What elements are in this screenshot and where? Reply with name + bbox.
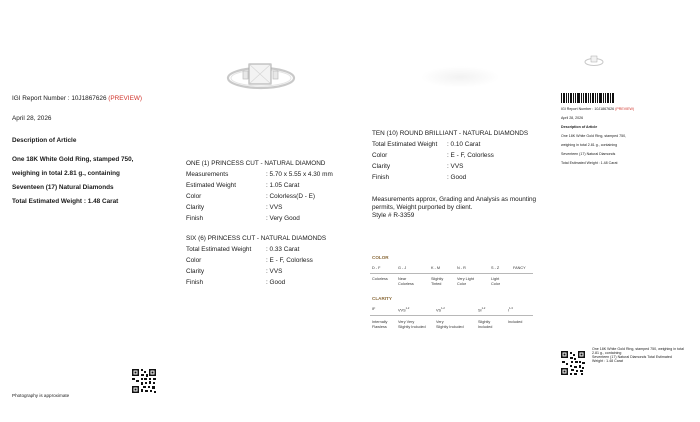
- side-princess-row: [186, 257, 313, 265]
- report-number-line: [12, 95, 142, 103]
- color-description: Light Color: [491, 277, 501, 286]
- barcode: [561, 93, 615, 103]
- report-date: April 28, 2026: [12, 115, 52, 122]
- report-number: 10J1867626: [71, 95, 107, 102]
- center-stone-row: [186, 215, 300, 223]
- field-label: Finish: [372, 174, 390, 181]
- description-title: Description of Article: [12, 137, 77, 144]
- field-label: Color: [186, 193, 202, 200]
- field-value: : E - F, Colorless: [447, 152, 494, 159]
- watermark: [420, 66, 500, 88]
- measurement-note: permits, Weight purported by client.: [372, 204, 473, 211]
- description-line: weighing in total 2.81 g., containing: [12, 170, 120, 177]
- mini-report-number: 10J1867626: [594, 107, 615, 111]
- total-weight: Total Estimated Weight : 1.48 Carat: [12, 198, 119, 205]
- mini-bottom-line: 2.81 g., containing: [592, 351, 622, 355]
- clarity-description: Internally Flawless: [372, 320, 388, 329]
- mini-bottom-line: Weight : 1.48 Carat: [592, 359, 623, 363]
- side-princess-row: [186, 268, 282, 276]
- round-brilliant-row: [372, 163, 463, 171]
- measurement-note: Measurements approx, Grading and Analysis as mounting: [372, 196, 537, 203]
- clarity-grade: SI$^{1-2}$: [478, 307, 486, 313]
- field-label: Finish: [186, 279, 204, 286]
- color-grade: K - M: [431, 266, 441, 270]
- color-description: Very Light Color: [457, 277, 474, 286]
- field-label: Clarity: [186, 204, 205, 211]
- preview-label: (PREVIEW): [108, 95, 143, 102]
- round-brilliant-row: [372, 174, 466, 182]
- clarity-description: Slightly Included: [478, 320, 493, 329]
- field-label: Clarity: [372, 163, 391, 170]
- field-label: Clarity: [186, 268, 205, 275]
- field-value: : VVS: [447, 163, 464, 170]
- color-description: Colorless: [372, 277, 388, 281]
- description-line: Seventeen (17) Natural Diamonds: [12, 184, 114, 191]
- center-stone-heading: ONE (1) PRINCESS CUT - NATURAL DIAMOND: [186, 160, 326, 167]
- mini-line: weighing in total 2.81 g., containing: [561, 143, 618, 147]
- mini-report-label: IGI Report Number :: [561, 107, 595, 111]
- field-value: : VVS: [266, 204, 283, 211]
- scale-divider: [370, 315, 533, 316]
- field-value: : VVS: [266, 268, 283, 275]
- clarity-description: Very Slightly Included: [436, 320, 464, 329]
- field-label: Total Estimated Weight: [186, 246, 252, 253]
- mini-bottom-line: Seventeen (17) Natural Diamonds Total Estimated: [592, 355, 672, 359]
- mini-preview-label: (PREVIEW): [615, 107, 635, 111]
- scale-divider: [370, 273, 533, 274]
- center-stone-row: [186, 171, 333, 179]
- color-grade: G - J: [398, 266, 407, 270]
- field-value: : 5.70 x 5.55 x 4.30 mm: [266, 171, 333, 178]
- field-label: Color: [186, 257, 202, 264]
- clarity-grade: $I^{1-3}$: [508, 307, 513, 313]
- mini-qr-code: [560, 350, 586, 376]
- side-princess-heading: SIX (6) PRINCESS CUT - NATURAL DIAMONDS: [186, 235, 327, 242]
- field-label: Finish: [186, 215, 204, 222]
- field-value: : 0.33 Carat: [266, 246, 300, 253]
- mini-report-number-line: [561, 107, 634, 112]
- side-princess-row: [186, 246, 299, 254]
- style-number: Style # R-3359: [372, 212, 415, 219]
- color-scale-title: COLOR: [372, 255, 389, 260]
- mini-line: One 18K White Gold Ring, stamped 750,: [561, 134, 627, 138]
- center-stone-row: [186, 204, 282, 212]
- color-grade: S - Z: [491, 266, 500, 270]
- mini-line: Total Estimated Weight : 1.48 Carat: [561, 161, 618, 165]
- field-value: : Very Good: [266, 215, 300, 222]
- round-brilliant-row: [372, 152, 494, 160]
- photo-note: Photography is approximate: [12, 393, 70, 398]
- clarity-description: Very Very Slightly Included: [398, 320, 426, 329]
- ring-photo: [222, 58, 300, 94]
- field-value: : Good: [447, 174, 467, 181]
- clarity-scale-title: CLARITY: [372, 296, 392, 301]
- description-line: One 18K White Gold Ring, stamped 750,: [12, 156, 134, 163]
- mini-bottom-line: One 18K White Gold Ring, stamped 750, weighing in total: [592, 347, 684, 351]
- clarity-grade: VVS$^{1-2}$: [398, 307, 410, 313]
- mini-line: Seventeen (17) Natural Diamonds: [561, 152, 616, 156]
- field-value: : 0.10 Carat: [447, 141, 481, 148]
- clarity-description: Included: [508, 320, 523, 324]
- center-stone-row: [186, 193, 315, 201]
- field-value: : 1.05 Carat: [266, 182, 300, 189]
- color-grade: FANCY: [513, 266, 526, 270]
- side-princess-row: [186, 279, 285, 287]
- field-label: Color: [372, 152, 388, 159]
- field-value: : Colorless(D - E): [266, 193, 316, 200]
- report-number-label: IGI Report Number :: [12, 95, 72, 102]
- field-label: Total Estimated Weight: [372, 141, 438, 148]
- color-description: Near Colorless: [398, 277, 414, 286]
- color-grade: N - R: [457, 266, 466, 270]
- field-value: : Good: [266, 279, 286, 286]
- field-label: Measurements: [186, 171, 229, 178]
- mini-description-title: Description of Article: [561, 125, 598, 129]
- mini-date: April 28, 2026: [561, 116, 584, 120]
- clarity-grade: IF: [372, 307, 376, 311]
- color-description: Slightly Tinted: [431, 277, 444, 286]
- color-grade: D - F: [372, 266, 381, 270]
- center-stone-row: [186, 182, 299, 190]
- round-brilliant-heading: TEN (10) ROUND BRILLIANT - NATURAL DIAMONDS: [372, 130, 529, 137]
- mini-ring-photo: [583, 54, 605, 68]
- field-label: Estimated Weight: [186, 182, 236, 189]
- round-brilliant-row: [372, 141, 480, 149]
- field-value: : E - F, Colorless: [266, 257, 313, 264]
- clarity-grade: VS$^{1-2}$: [436, 307, 445, 313]
- qr-code: [131, 368, 157, 394]
